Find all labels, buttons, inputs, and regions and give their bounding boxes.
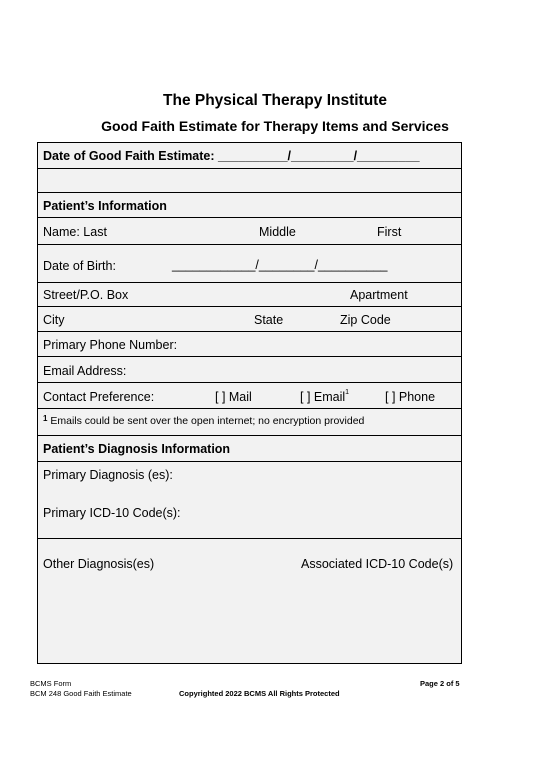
address-row — [38, 283, 461, 307]
date-label[interactable]: Date of Good Faith Estimate: __________/_________/_________ — [43, 149, 420, 163]
state-label[interactable]: State — [254, 313, 284, 327]
zip-label[interactable]: Zip Code — [340, 313, 391, 327]
footer-page-number: Page 2 of 5 — [420, 679, 460, 688]
patient-info-heading: Patient’s Information — [43, 199, 167, 213]
name-first-label[interactable]: First — [377, 225, 402, 239]
blank-row — [38, 169, 461, 193]
email-label[interactable]: Email Address: — [43, 364, 127, 378]
footer-copyright: Copyrighted 2022 BCMS All Rights Protected — [179, 689, 340, 698]
other-diagnosis-label[interactable]: Other Diagnosis(es) — [43, 557, 155, 571]
contact-email-checkbox[interactable] — [300, 390, 349, 404]
dob-input[interactable]: ____________/________/__________ — [172, 258, 388, 272]
estimate-form — [37, 142, 462, 664]
city-label[interactable]: City — [43, 313, 65, 327]
footnote-text: Emails could be sent over the open internet; no encryption provided — [50, 415, 365, 427]
phone-row — [38, 332, 461, 357]
name-last-label[interactable]: Name: Last — [43, 225, 107, 239]
footnote-mark: 1 — [43, 414, 48, 423]
date-row — [38, 143, 461, 169]
page-title: The Physical Therapy Institute — [163, 92, 387, 109]
apartment-label[interactable]: Apartment — [350, 288, 408, 302]
contact-mail-checkbox[interactable]: [ ] Mail — [215, 390, 252, 404]
phone-label[interactable]: Primary Phone Number: — [43, 338, 178, 352]
primary-diagnosis-label[interactable]: Primary Diagnosis (es): — [43, 468, 173, 482]
footnote — [43, 415, 364, 427]
primary-diagnosis-row — [38, 462, 461, 539]
diagnosis-heading: Patient’s Diagnosis Information — [43, 442, 231, 456]
other-diagnosis-row — [38, 539, 461, 663]
dob-row — [38, 245, 461, 283]
street-label[interactable]: Street/P.O. Box — [43, 288, 129, 302]
name-middle-label[interactable]: Middle — [259, 225, 296, 239]
diagnosis-header-row — [38, 436, 461, 462]
contact-email-label: [ ] Email — [300, 390, 346, 404]
name-row — [38, 218, 461, 245]
footer-form-name: BCMS Form — [30, 679, 72, 688]
contact-label: Contact Preference: — [43, 390, 155, 404]
associated-icd-label[interactable]: Associated ICD-10 Code(s) — [301, 557, 454, 571]
dob-label: Date of Birth: — [43, 259, 116, 273]
contact-row — [38, 383, 461, 409]
footnote-ref: 1 — [345, 389, 350, 396]
primary-icd-label[interactable]: Primary ICD-10 Code(s): — [43, 506, 181, 520]
contact-phone-checkbox[interactable]: [ ] Phone — [385, 390, 436, 404]
footer-form-code: BCM 248 Good Faith Estimate — [30, 689, 132, 698]
email-row — [38, 357, 461, 383]
page-subtitle: Good Faith Estimate for Therapy Items and Services — [101, 118, 449, 134]
footnote-row — [38, 409, 461, 436]
city-row — [38, 307, 461, 332]
patient-info-header-row — [38, 193, 461, 218]
